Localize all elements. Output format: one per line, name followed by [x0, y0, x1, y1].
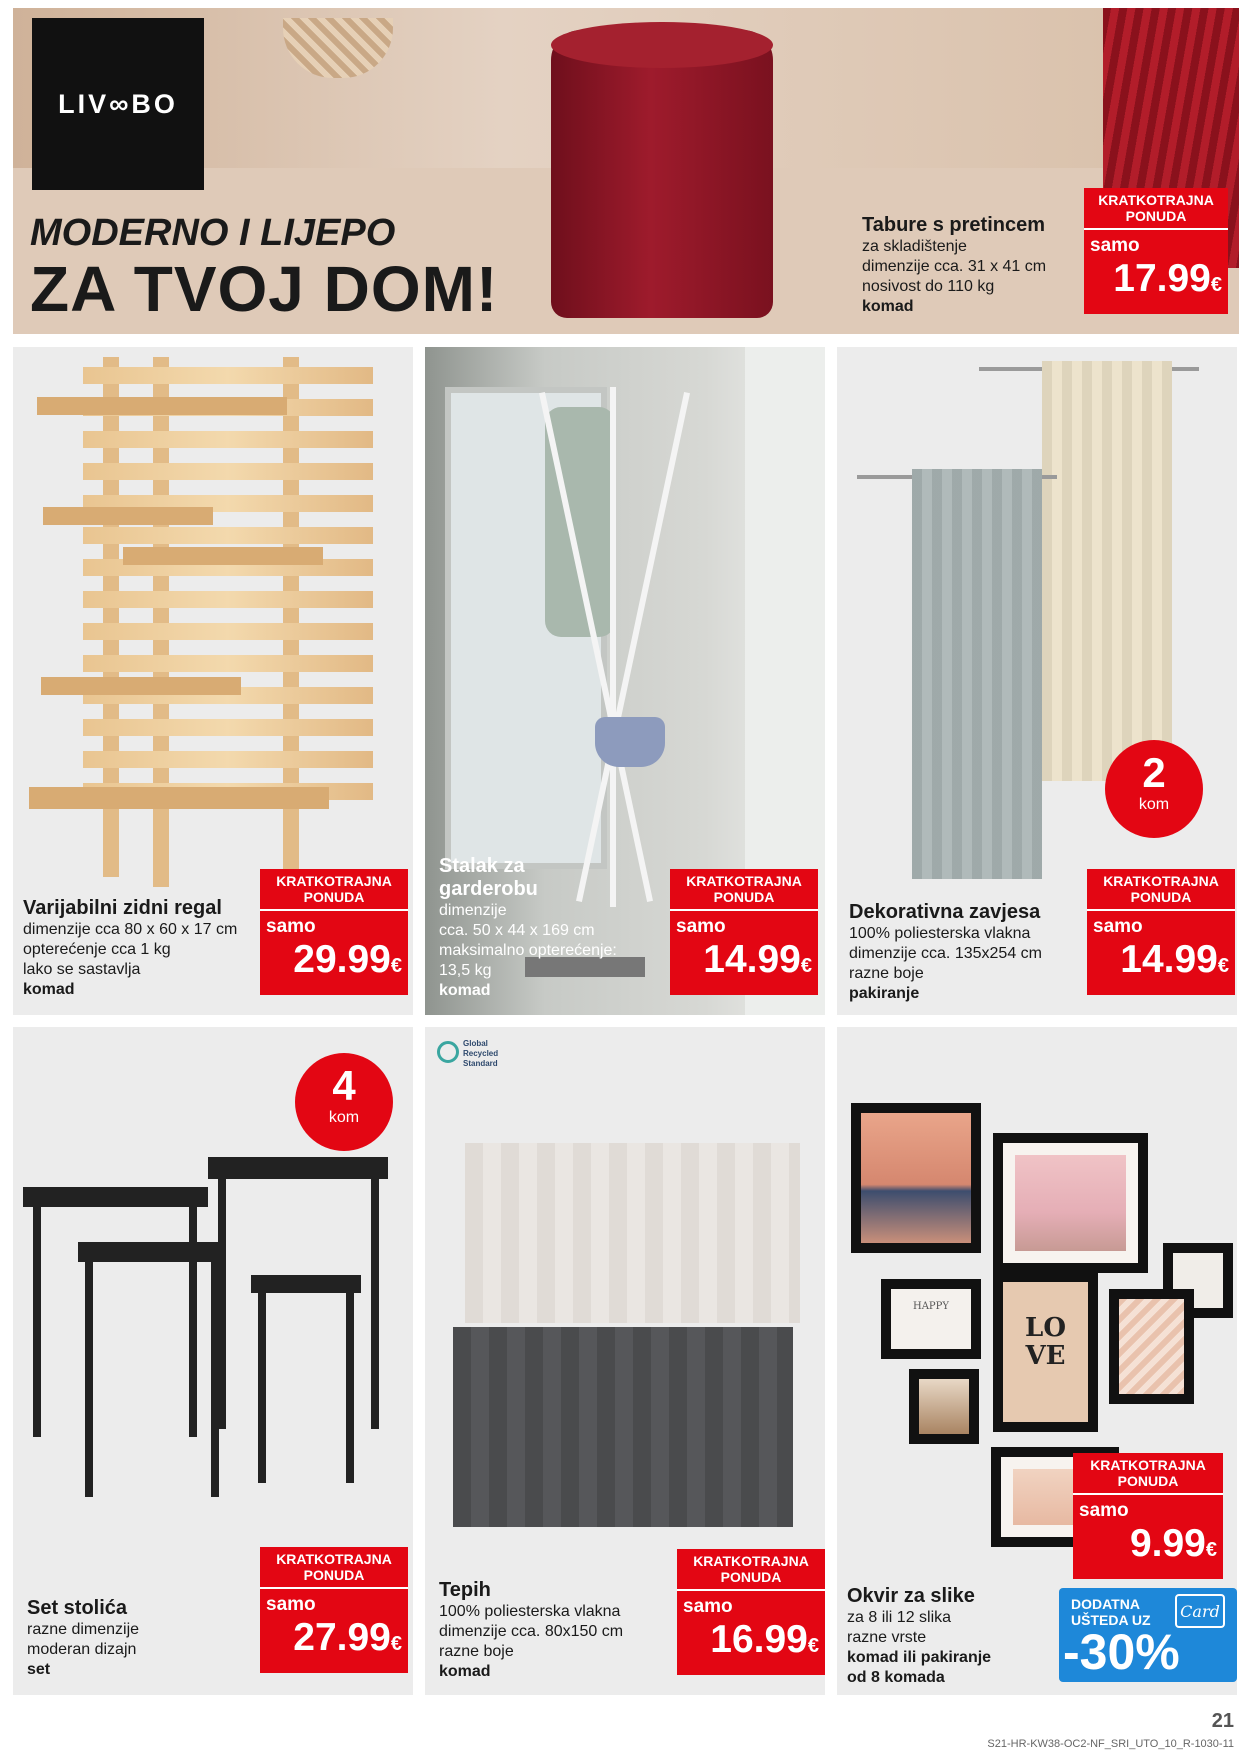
product-unit: komad — [862, 298, 914, 315]
catalog-code: S21-HR-KW38-OC2-NF_SRI_UTO_10_R-1030-11 — [987, 1738, 1234, 1750]
table-leg — [258, 1293, 266, 1483]
price-tag — [1084, 188, 1228, 314]
product-card-curtain[interactable] — [837, 347, 1237, 1015]
frame-mountain — [851, 1103, 981, 1253]
shelf-slat — [83, 431, 373, 448]
product-desc-line: razne boje — [849, 965, 924, 982]
price-tag — [677, 1549, 825, 1675]
table-top — [23, 1187, 208, 1207]
product-info — [849, 901, 1089, 1004]
curtain-beige-image — [1042, 361, 1172, 781]
product-info — [439, 1579, 669, 1682]
shelf-slat — [83, 463, 373, 480]
price-tag-header: KRATKOTRAJNA PONUDA — [677, 1549, 825, 1591]
shelf-slat — [83, 655, 373, 672]
recycled-certificate — [437, 1039, 517, 1073]
stand-leg — [610, 387, 616, 907]
card-discount-badge — [1059, 1588, 1237, 1682]
product-desc-line: za 8 ili 12 slika — [847, 1609, 952, 1626]
hero-pouf-image — [551, 30, 773, 318]
price-tag-samo: samo — [266, 916, 316, 937]
product-info — [847, 1585, 1067, 1688]
product-unit: komad — [23, 981, 75, 998]
price-value: 9.99€ — [1129, 1522, 1217, 1565]
product-unit: set — [27, 1661, 51, 1678]
price-tag-samo: samo — [1090, 235, 1140, 256]
discount-percent: -30% — [1063, 1624, 1180, 1680]
brand-logo: LIV∞BO — [32, 18, 204, 190]
frame-house — [909, 1369, 979, 1444]
price-tag-header: KRATKOTRAJNA PONUDA — [260, 869, 408, 911]
product-desc-line: opterećenje cca 1 kg — [23, 941, 171, 958]
shelf-board — [37, 397, 287, 415]
product-unit: komad — [439, 1663, 491, 1680]
shelf-slat — [83, 719, 373, 736]
shelf-slat — [83, 751, 373, 768]
price-tag — [260, 1547, 408, 1673]
product-unit: pakiranje — [849, 985, 920, 1002]
table-top — [208, 1157, 388, 1179]
product-name: Set stolića — [27, 1597, 128, 1619]
table-leg — [211, 1262, 219, 1497]
quantity-badge: 4 kom — [295, 1053, 393, 1151]
product-desc-line: 100% poliesterska vlakna — [439, 1603, 621, 1620]
product-unit: komad ili pakiranje — [847, 1649, 992, 1666]
product-desc-line: razne dimenzije — [27, 1621, 140, 1638]
product-desc-line: 13,5 kg — [439, 962, 492, 979]
certificate-label: Global Recycled Standard — [463, 1039, 499, 1068]
price-value: 14.99€ — [1120, 938, 1229, 981]
product-name: Dekorativna zavjesa — [849, 901, 1041, 923]
product-info — [27, 1597, 247, 1680]
shelf-slat — [83, 591, 373, 608]
product-card-wall-shelf[interactable] — [13, 347, 413, 1015]
price-tag — [260, 869, 408, 995]
product-card-rug[interactable] — [425, 1027, 825, 1695]
product-info — [23, 897, 263, 1000]
price-value: 27.99€ — [293, 1616, 402, 1659]
hero-pouf-lid — [551, 22, 773, 68]
frame-palm — [1109, 1289, 1194, 1404]
hero-headline-line2: ZA TVOJ DOM! — [30, 253, 499, 325]
product-desc-line: dimenzije cca. 31 x 41 cm — [862, 258, 1047, 275]
table-leg — [85, 1262, 93, 1497]
discount-text: DODATNA UŠTEDA UZ — [1071, 1596, 1151, 1628]
price-tag — [670, 869, 818, 995]
page-number: 21 — [1211, 1710, 1234, 1732]
table-leg — [346, 1293, 354, 1483]
frame-beach — [993, 1133, 1148, 1273]
shelf-slat — [83, 623, 373, 640]
product-desc-line: dimenzije cca. 80x150 cm — [439, 1623, 624, 1640]
shelf-board — [43, 507, 213, 525]
price-tag-samo: samo — [266, 1594, 316, 1615]
shelf-slat — [83, 527, 373, 544]
price-value: 17.99€ — [1113, 257, 1222, 300]
product-desc-line: cca. 50 x 44 x 169 cm — [439, 922, 595, 939]
price-tag-header: KRATKOTRAJNA PONUDA — [260, 1547, 408, 1589]
product-desc-line: razne boje — [439, 1643, 514, 1660]
product-desc-line: za skladištenje — [862, 238, 967, 255]
rug-light-image — [465, 1143, 800, 1323]
frame-happy: HAPPY — [881, 1279, 981, 1359]
quantity-badge: 2 kom — [1105, 740, 1203, 838]
product-name: Tepih — [439, 1579, 491, 1601]
product-desc-line: maksimalno opterećenje: — [439, 942, 617, 959]
price-tag-header: KRATKOTRAJNA PONUDA — [1084, 188, 1228, 230]
price-tag-header: KRATKOTRAJNA PONUDA — [670, 869, 818, 911]
shelf-board — [29, 787, 329, 809]
price-value: 16.99€ — [710, 1618, 819, 1661]
table-leg — [371, 1179, 379, 1429]
price-tag-samo: samo — [1093, 916, 1143, 937]
hero-product-info — [862, 214, 1092, 317]
shelf-slat — [83, 367, 373, 384]
product-info — [439, 855, 659, 1001]
price-tag-samo: samo — [683, 1596, 733, 1617]
table-top — [78, 1242, 226, 1262]
price-tag-header: KRATKOTRAJNA PONUDA — [1073, 1453, 1223, 1495]
product-card-coat-stand[interactable] — [425, 347, 825, 1015]
product-desc-line: lako se sastavlja — [23, 961, 141, 978]
product-desc-line: nosivost do 110 kg — [862, 278, 995, 295]
product-desc-line: dimenzije — [439, 902, 507, 919]
product-unit-extra: od 8 komada — [847, 1669, 945, 1686]
product-desc-line: dimenzije cca. 135x254 cm — [849, 945, 1042, 962]
hero-headline-line1: MODERNO I LIJEPO — [30, 212, 396, 254]
frame-love: LO VE — [993, 1272, 1098, 1432]
product-name: Varijabilni zidni regal — [23, 897, 222, 919]
recycle-icon — [437, 1041, 459, 1063]
product-desc-line: 100% poliesterska vlakna — [849, 925, 1031, 942]
product-unit: komad — [439, 982, 491, 999]
shelf-board — [41, 677, 241, 695]
price-tag-samo: samo — [676, 916, 726, 937]
table-top — [251, 1275, 361, 1293]
table-leg — [218, 1179, 226, 1429]
product-desc-line: moderan dizajn — [27, 1641, 137, 1658]
curtain-gray-image — [912, 469, 1042, 879]
product-name: Okvir za slike — [847, 1585, 975, 1607]
bag-image — [595, 717, 665, 767]
price-tag — [1087, 869, 1235, 995]
rug-dark-image — [453, 1327, 793, 1527]
price-tag-samo: samo — [1079, 1500, 1129, 1521]
price-value: 29.99€ — [293, 938, 402, 981]
price-tag-header: KRATKOTRAJNA PONUDA — [1087, 869, 1235, 911]
price-value: 14.99€ — [703, 938, 812, 981]
product-name: Tabure s pretincem — [862, 214, 1046, 236]
product-desc-line: razne vrste — [847, 1629, 927, 1646]
table-leg — [33, 1207, 41, 1437]
product-card-side-tables[interactable] — [13, 1027, 413, 1695]
shelf-board — [123, 547, 323, 565]
product-name: Stalak za garderobu — [439, 855, 538, 900]
price-tag — [1073, 1453, 1223, 1579]
product-desc-line: dimenzije cca 80 x 60 x 17 cm — [23, 921, 238, 938]
loyalty-card-icon: Card — [1175, 1594, 1225, 1628]
